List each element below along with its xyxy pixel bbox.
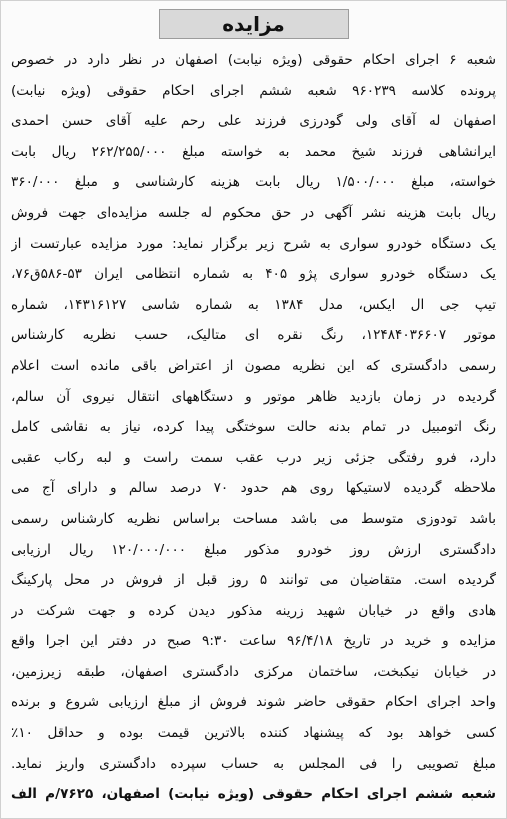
notice-line: ایرانشاهی فرزند شیخ محمد به خواسته مبلغ ۲۶۲/۲۵۵/۰۰۰ ریال بابت	[11, 143, 496, 160]
notice-line: کسی خواهد بود که پیشنهاد کننده بالاترین قیمت بوده و حداقل ۱۰٪	[11, 725, 496, 742]
notice-line: باشد تودوزی متوسط می باشد مساحت براساس نظریه کارشناس رسمی	[11, 510, 496, 527]
notice-line: تیپ جی ال ایکس، مدل ۱۳۸۴ به شماره شاسی ۱۴۳۱۶۱۲۷، شماره	[11, 296, 496, 313]
notice-line: مزایده و خرید در تاریخ ۹۶/۴/۱۸ ساعت ۹:۳۰ صبح در دفتر این اجرا واقع	[11, 633, 496, 650]
notice-line: خواسته، مبلغ ۱/۵۰۰/۰۰۰ ریال بابت هزینه کارشناسی و مبلغ ۳۶۰/۰۰۰	[11, 174, 496, 191]
notice-line: یک دستگاه خودرو سواری به شرح زیر برگزار نماید: مورد مزایده عبارتست از	[11, 235, 496, 252]
notice-line: مبلغ تصویبی را فی المجلس به حساب سپرده دادگستری واریز نماید.	[11, 755, 496, 772]
notice-body	[11, 45, 496, 810]
notice-line: پرونده کلاسه ۹۶۰۲۳۹ شعبه ششم اجرای احکام حقوقی (ویژه نیابت)	[11, 82, 496, 99]
notice-line: یک دستگاه خودرو سواری پژو ۴۰۵ به شماره انتظامی ایران ۵۳-۵۸۶ق۷۶،	[11, 266, 496, 283]
notice-line: اصفهان له آقای ولی گودرزی فرزند علی رحم علیه آقای حسن احمدی	[11, 113, 496, 130]
notice-signature: شعبه ششم اجرای احکام حقوقی (ویژه نیابت) اصفهان، ۷۶۲۵/م الف	[11, 786, 496, 803]
notice-line: گردیده در زمان بازدید ظاهر موتور و دستگاههای انتقال نیروی آن سالم،	[11, 388, 496, 405]
notice-line: گردیده است. متقاضیان می توانند ۵ روز قبل از فروش در محل پارکینگ	[11, 572, 496, 589]
notice-line: ریال بابت هزینه نشر آگهی در حق محکوم له جلسه مزایده‌ای جهت فروش	[11, 204, 496, 221]
notice-line: واحد اجرای احکام حقوقی حاضر شوند فروش از مبلغ ارزیابی شروع و برنده	[11, 694, 496, 711]
notice-line: دارد، فرو رفتگی جزئی زیر درب عقب سمت راست و لبه رکاب عقبی	[11, 449, 496, 466]
notice-line: شعبه ۶ اجرای احکام حقوقی (ویژه نیابت) اصفهان در نظر دارد در خصوص	[11, 52, 496, 68]
notice-line: رسمی دادگستری که این نظریه مصون از اعتراض باقی مانده است اعلام	[11, 357, 496, 374]
notice-title: مزایده	[222, 12, 285, 36]
notice-line: موتور ۱۲۴۸۴۰۳۶۶۰۷، رنگ نقره ای متالیک، حسب نظریه کارشناس	[11, 327, 496, 344]
notice-line: ملاحظه گردیده لاستیکها روی هم حدود ۷۰ درصد سالم و دارای آج می	[11, 480, 496, 497]
notice-line: در خیابان نیکبخت، ساختمان مرکزی دادگستری اصفهان، طبقه زیرزمین،	[11, 663, 496, 680]
notice-line: رنگ اتومبیل در تمام بدنه حالت سوختگی پیدا کرده، نیاز به نقاشی کامل	[11, 419, 496, 436]
notice-line: هادی واقع در خیابان شهید زرینه مذکور دیدن کرده و جهت شرکت در	[11, 602, 496, 619]
notice-title-box	[159, 9, 349, 39]
notice-line: دادگستری ارزش روز خودرو مذکور مبلغ ۱۲۰/۰۰۰/۰۰۰ ریال ارزیابی	[11, 541, 496, 558]
